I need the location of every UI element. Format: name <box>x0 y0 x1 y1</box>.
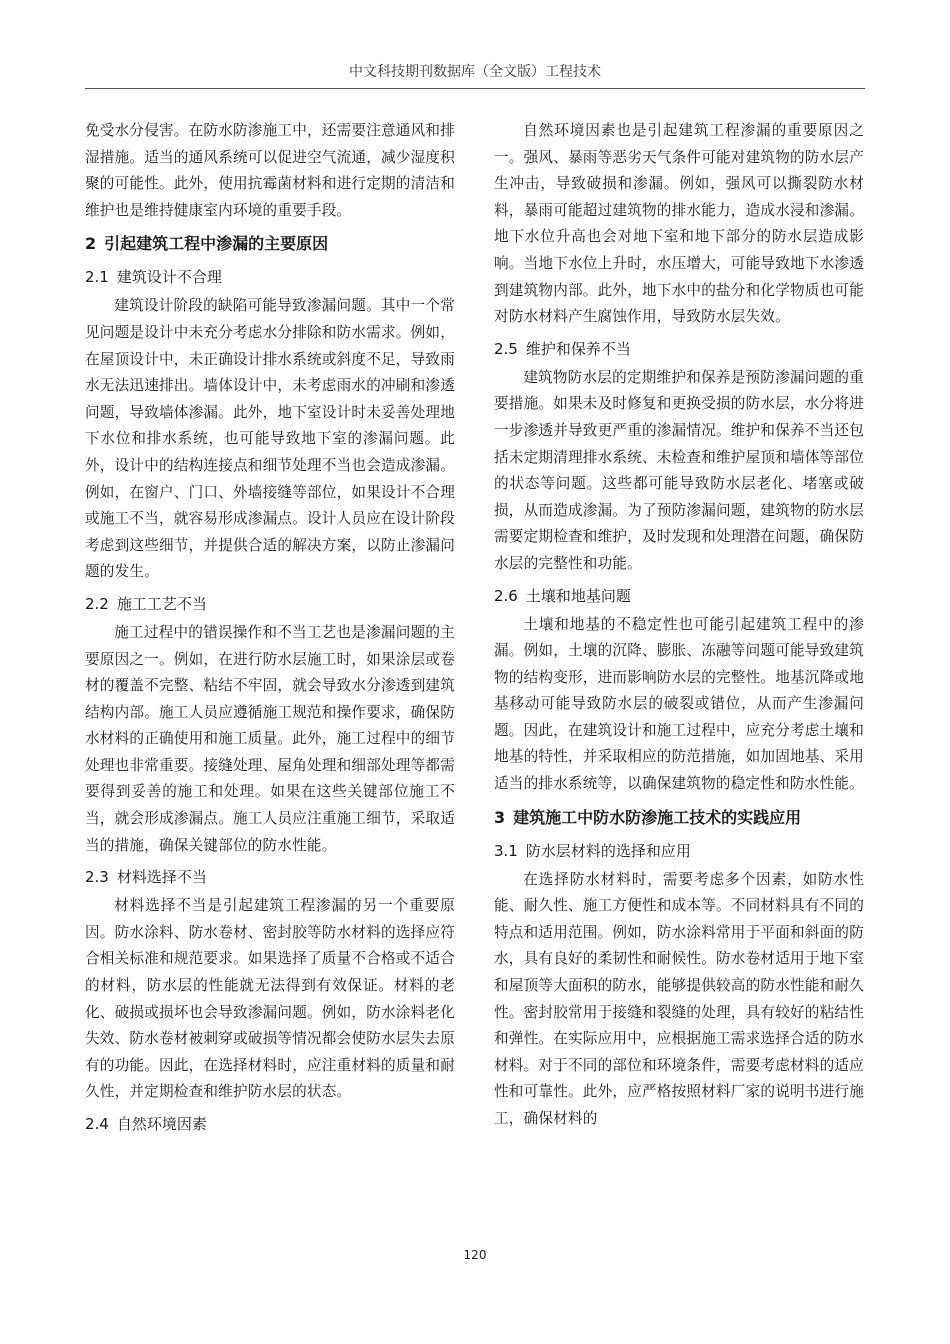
subsection-2-2-heading <box>85 590 455 618</box>
paragraph-2-2: 施工过程中的错误操作和不当工艺也是渗漏问题的主要原因之一。例如，在进行防水层施工时，如果涂层或卷材的覆盖不完整、粘结不牢固，就会导致水分渗透到建筑结构内部。施工人员应遵循施工规范和操作要求，确保防水材料的正确使用和施工质量。此外，施工过程中的细节处理也非常重要。接缝处理、屋角处理和细部处理等都需要得到妥善的施工和处理。如果在这些关键部位施工不当，就会形成渗漏点。施工人员应注重施工细节，采取适当的措施，确保关键部位的防水性能。 <box>85 623 455 854</box>
subsection-number: 2.5 <box>494 339 518 358</box>
section-number: 2 <box>85 234 97 254</box>
paragraph-2-6: 土壤和地基的不稳定性也可能引起建筑工程中的渗漏。例如，土壤的沉降、膨胀、冻融等问题可能导致建筑物的结构变形，进而影响防水层的完整性。地基沉降或地基移动可能导致防水层的破裂或错位，从而产生渗漏问题。因此，在建筑设计和施工过程中，应充分考虑土壤和地基的特性，并采取相应的防范措施，如加固地基、采用适当的排水系统等，以确保建筑物的稳定性和防水性能。 <box>494 615 864 793</box>
subsection-3-1-heading <box>494 837 864 865</box>
left-column <box>85 118 455 1140</box>
subsection-number: 2.1 <box>85 268 109 287</box>
section-title: 建筑施工中防水防渗施工技术的实践应用 <box>513 807 802 827</box>
subsection-title: 材料选择不当 <box>116 868 207 887</box>
page-number: 120 <box>463 1248 487 1262</box>
paragraph-2-5: 建筑物防水层的定期维护和保养是预防渗漏问题的重要措施。如果未及时修复和更换受损的防水层，水分将进一步渗透并导致更严重的渗漏情况。维护和保养不当还包括未定期清理排水系统、未检查和维护屋顶和墙体等部位的状态等问题。这些都可能导致防水层老化、堵塞或破损，从而造成渗漏。为了预防渗漏问题，建筑物的防水层需要定期检查和维护，及时发现和处理潜在问题，确保防水层的完整性和功能。 <box>494 368 864 572</box>
paragraph-intro-continued: 免受水分侵害。在防水防渗施工中，还需要注意通风和排湿措施。适当的通风系统可以促进空气流通，减少湿度积聚的可能性。此外，使用抗霉菌材料和进行定期的清洁和维护也是维持健康室内环境的重要手段。 <box>85 122 455 219</box>
subsection-title: 自然环境因素 <box>116 1115 207 1133</box>
subsection-title: 施工工艺不当 <box>116 594 207 613</box>
subsection-number: 2.6 <box>494 586 518 605</box>
header-rule <box>85 88 865 89</box>
subsection-title: 维护和保养不当 <box>525 339 631 358</box>
running-header: 中文科技期刊数据库（全文版）工程技术 <box>349 64 601 80</box>
section-number: 3 <box>494 807 506 827</box>
subsection-2-4-heading <box>85 1110 455 1138</box>
paragraph-2-4: 自然环境因素也是引起建筑工程渗漏的重要原因之一。强风、暴雨等恶劣天气条件可能对建筑物的防水层产生冲击，导致破损和渗漏。例如，强风可以撕裂防水材料，暴雨可能超过建筑物的排水能力，造成水浸和渗漏。地下水位升高也会对地下室和地下部分的防水层造成影响。当地下水位上升时，水压增大，可能导致地下水渗透到建筑物内部。此外，地下水中的盐分和化学物质也可能对防水材料产生腐蚀作用，导致防水层失效。 <box>494 122 864 326</box>
paragraph-3-1: 在选择防水材料时，需要考虑多个因素，如防水性能、耐久性、施工方便性和成本等。不同材料具有不同的特点和适用范围。例如，防水涂料常用于平面和斜面的防水，具有良好的柔韧性和耐候性。防水卷材适用于地下室和屋顶等大面积的防水，能够提供较高的防水性能和耐久性。密封胶常用于接缝和裂缝的处理，具有较好的粘结性和弹性。在实际应用中，应根据施工需求选择合适的防水材料。对于不同的部位和环境条件，需要考虑材料的适应性和可靠性。此外，应严格按照材料厂家的说明书进行施工，确保材料的 <box>494 870 864 1127</box>
subsection-number: 3.1 <box>494 841 518 860</box>
subsection-2-6-heading <box>494 582 864 610</box>
section-title: 引起建筑工程中渗漏的主要原因 <box>104 234 329 254</box>
subsection-number: 2.2 <box>85 594 109 613</box>
subsection-2-1-heading <box>85 263 455 291</box>
subsection-number: 2.4 <box>85 1115 109 1133</box>
section-3-heading <box>494 803 864 833</box>
subsection-title: 建筑设计不合理 <box>116 268 222 287</box>
subsection-2-5-heading <box>494 335 864 363</box>
right-column <box>494 118 864 1133</box>
subsection-2-3-heading <box>85 863 455 891</box>
subsection-number: 2.3 <box>85 868 109 887</box>
subsection-title: 土壤和地基问题 <box>525 586 631 605</box>
paragraph-2-1: 建筑设计阶段的缺陷可能导致渗漏问题。其中一个常见问题是设计中未充分考虑水分排除和防水需求。例如，在屋顶设计中，未正确设计排水系统或斜度不足，导致雨水无法迅速排出。墙体设计中，未考虑雨水的冲刷和渗透问题，导致墙体渗漏。此外，地下室设计时未妥善处理地下水位和排水系统，也可能导致地下室的渗漏问题。此外，设计中的结构连接点和细节处理不当也会造成渗漏。例如，在窗户、门口、外墙接缝等部位，如果设计不合理或施工不当，就容易形成渗漏点。设计人员应在设计阶段考虑到这些细节，并提供合适的解决方案，以防止渗漏问题的发生。 <box>85 297 455 581</box>
paragraph-2-3: 材料选择不当是引起建筑工程渗漏的另一个重要原因。防水涂料、防水卷材、密封胶等防水材料的选择应符合相关标准和规范要求。如果选择了质量不合格或不适合的材料，防水层的性能就无法得到有效保证。材料的老化、破损或损坏也会导致渗漏问题。例如，防水涂料老化失效、防水卷材被刺穿或破损等情况都会使防水层失去原有的功能。因此，在选择材料时，应注重材料的质量和耐久性，并定期检查和维护防水层的状态。 <box>85 897 455 1101</box>
subsection-title: 防水层材料的选择和应用 <box>525 841 691 860</box>
section-2-heading <box>85 229 455 259</box>
